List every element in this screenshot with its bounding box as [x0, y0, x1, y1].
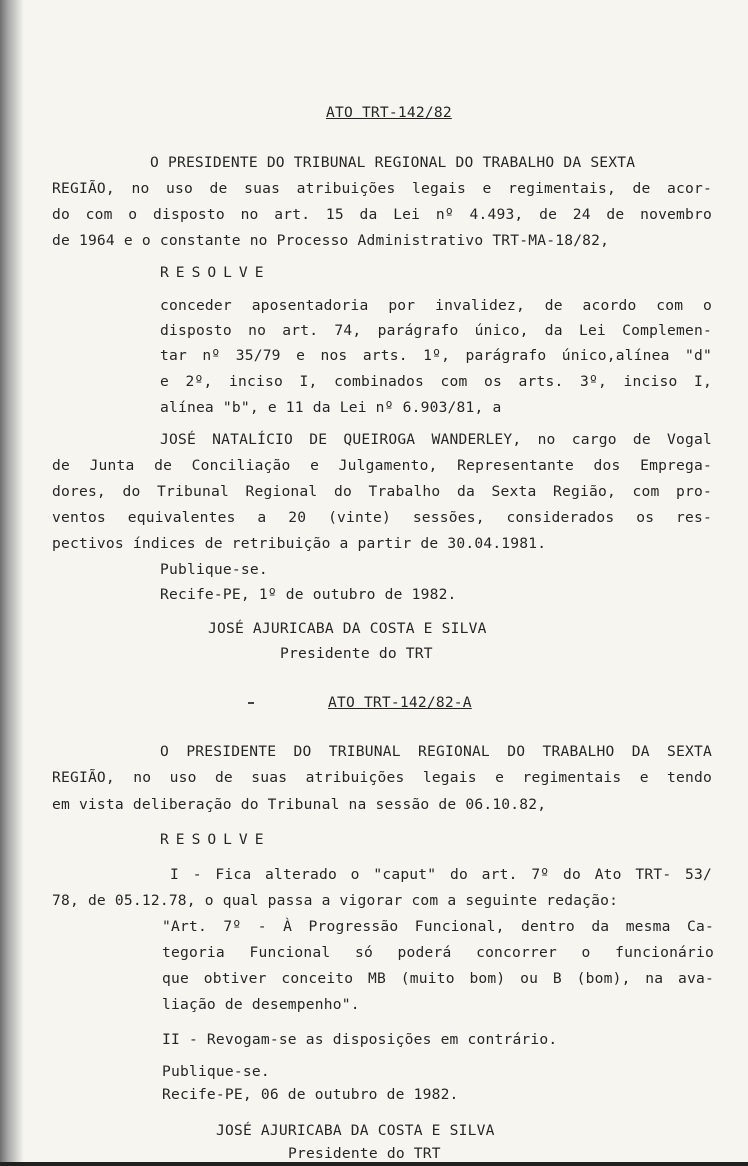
act2-quote-line-2: tegoria Funcional só poderá concorrer o funcionário: [162, 944, 714, 961]
page-binding-edge: [0, 0, 24, 1166]
act1-intro-line-1: O PRESIDENTE DO TRIBUNAL REGIONAL DO TRABALHO DA SEXTA: [150, 154, 636, 171]
act2-intro-line-2: REGIÃO, no uso de suas atribuições legais e regimentais e tendo: [52, 769, 712, 786]
act2-item2: II - Revogam-se as disposições em contrário.: [162, 1031, 558, 1048]
act2-intro-line-1: O PRESIDENTE DO TRIBUNAL REGIONAL DO TRABALHO DA SEXTA: [160, 743, 712, 760]
act1-resolve: RESOLVE: [160, 264, 271, 281]
page-bottom-edge: [0, 1162, 748, 1166]
act2-quote-line-3: que obtiver conceito MB (muito bom) ou B (bom), na ava-: [162, 970, 714, 987]
act1-publish: Publique-se.: [160, 561, 268, 578]
act1-intro-line-2: REGIÃO, no uso de suas atribuições legais e regimentais, de acor-: [52, 180, 712, 197]
act2-intro-line-3: em vista deliberação do Tribunal na sessão de 06.10.82,: [52, 796, 547, 813]
act1-intro-line-3: do com o disposto no art. 15 da Lei nº 4.493, de 24 de novembro: [52, 206, 712, 223]
act1-beneficiary-line-5: pectivos índices de retribuição a partir de 30.04.1981.: [52, 535, 547, 552]
act1-decision-line-2: disposto no art. 74, parágrafo único, da Lei Complemen-: [160, 322, 712, 339]
act2-quote-line-4: liação de desempenho".: [162, 996, 360, 1013]
act1-decision-line-1: conceder aposentadoria por invalidez, de acordo com o: [160, 297, 712, 314]
act1-beneficiary-line-1: JOSÉ NATALÍCIO DE QUEIROGA WANDERLEY, no cargo de Vogal: [160, 431, 712, 448]
act2-quote-line-1: "Art. 7º - À Progressão Funcional, dentro da mesma Ca-: [162, 918, 714, 935]
act1-place-date: Recife-PE, 1º de outubro de 1982.: [160, 586, 457, 603]
act2-publish: Publique-se.: [162, 1063, 270, 1080]
act1-signer-name: JOSÉ AJURICABA DA COSTA E SILVA: [208, 620, 487, 637]
act2-item1-line-1: I - Fica alterado o "caput" do art. 7º do Ato TRT- 53/: [170, 866, 712, 883]
act1-beneficiary-line-3: dores, do Tribunal Regional do Trabalho da Sexta Região, com pro-: [52, 483, 712, 500]
act2-resolve: RESOLVE: [160, 831, 271, 848]
act1-beneficiary-line-2: de Junta de Conciliação e Julgamento, Representante dos Emprega-: [52, 457, 712, 474]
act1-decision-line-4: e 2º, inciso I, combinados com os arts. 3º, inciso I,: [160, 373, 712, 390]
act2-signer-name: JOSÉ AJURICABA DA COSTA E SILVA: [216, 1122, 495, 1139]
act2-title: ATO TRT-142/82-A: [328, 694, 472, 711]
act1-beneficiary-line-4: ventos equivalentes a 20 (vinte) sessões, considerados os res-: [52, 509, 712, 526]
act1-decision-line-3: tar nº 35/79 e nos arts. 1º, parágrafo único,alínea "d": [160, 347, 712, 364]
act1-decision-line-5: alínea "b", e 11 da Lei nº 6.903/81, a: [160, 399, 502, 416]
act1-signer-title: Presidente do TRT: [280, 645, 433, 662]
act2-signer-title: Presidente do TRT: [288, 1145, 441, 1162]
act1-title: ATO TRT-142/82: [326, 104, 452, 121]
act1-intro-line-4: de 1964 e o constante no Processo Administrativo TRT-MA-18/82,: [52, 232, 610, 249]
act2-place-date: Recife-PE, 06 de outubro de 1982.: [162, 1086, 459, 1103]
stray-mark: [248, 702, 254, 704]
act2-item1-line-2: 78, de 05.12.78, o qual passa a vigorar com a seguinte redação:: [52, 892, 619, 909]
